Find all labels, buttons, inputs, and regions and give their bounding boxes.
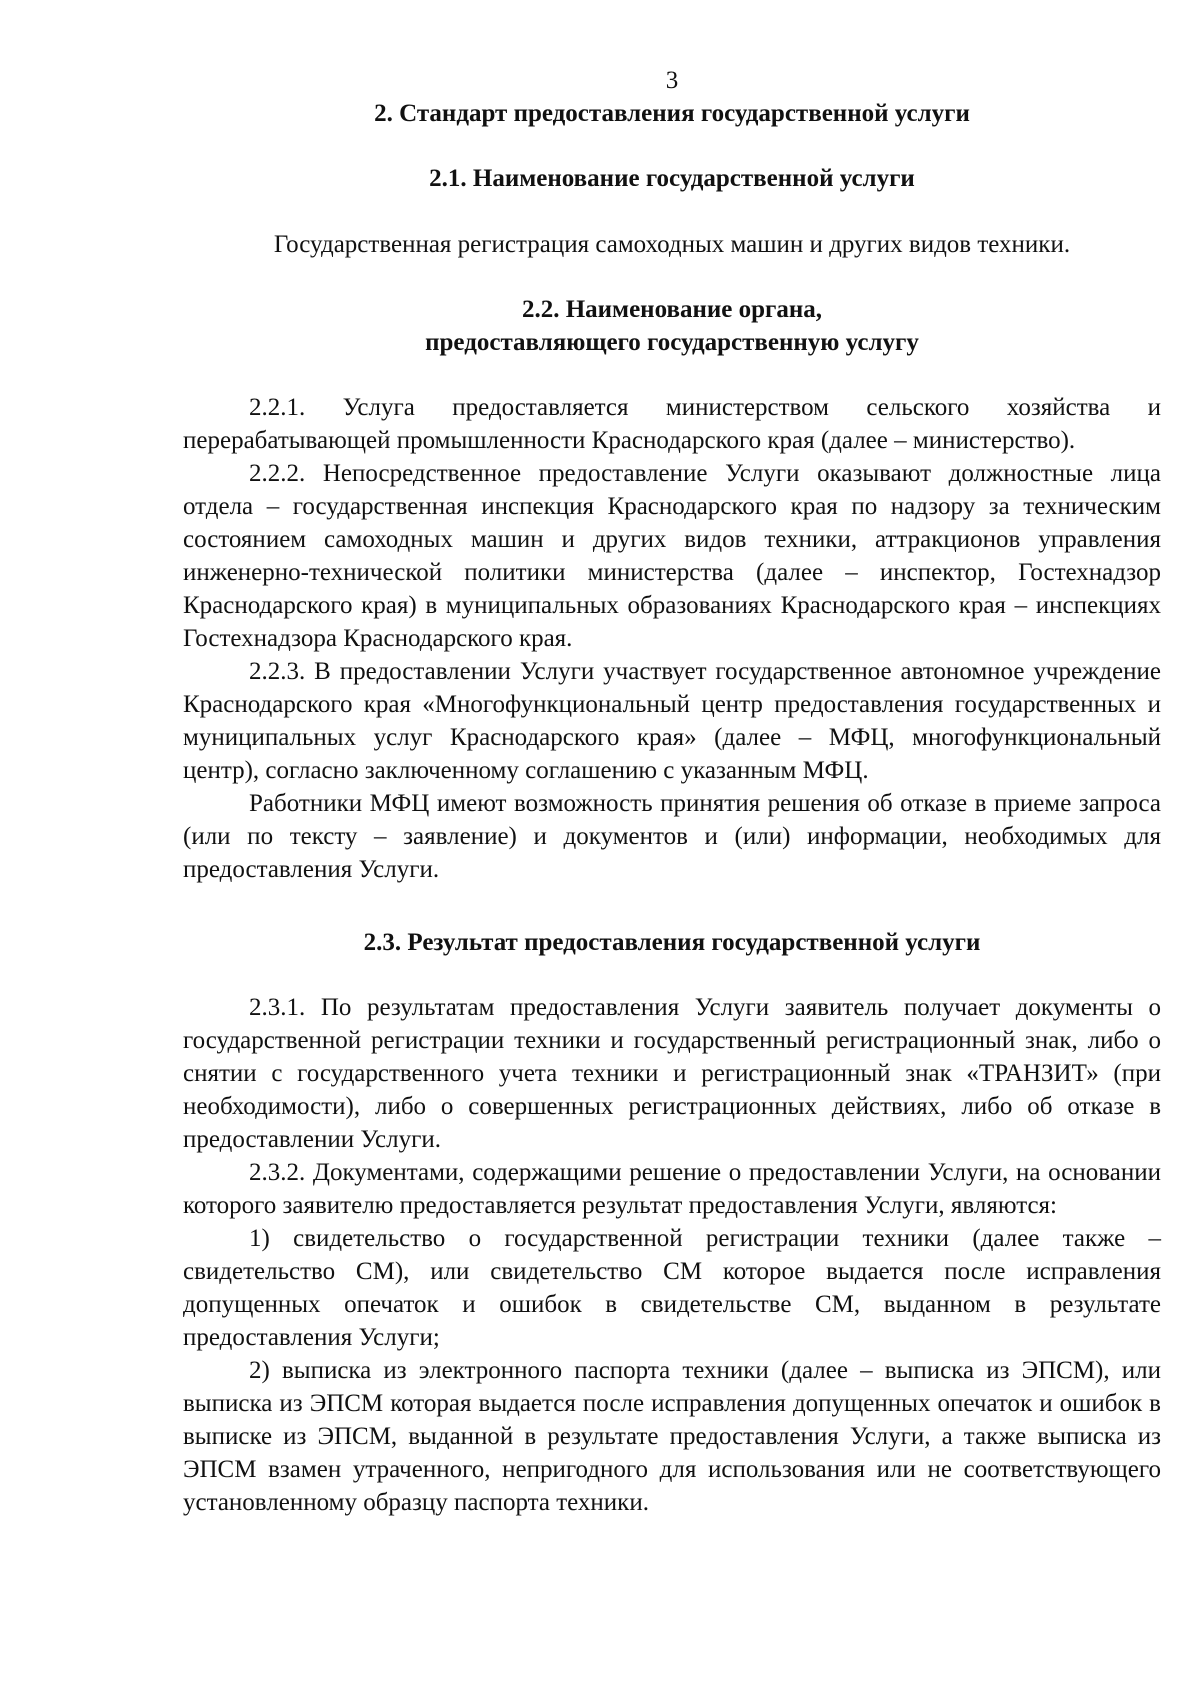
list-item-2: 2) выписка из электронного паспорта техники (далее – выписка из ЭПСМ), или выписка из ЭПСМ которая выдается после исправления допущенных опечаток и ошибок в выписке из ЭПСМ, выданной в результате предоставления Услуги, а также выписка из ЭПСМ взамен утраченного, непригодного для использования или не соответствующего установленному образцу паспорта техники. — [183, 1357, 1161, 1516]
subsection-2-2-title-line2: предоставляющего государственную услугу — [425, 329, 919, 356]
list-item-1: 1) свидетельство о государственной регистрации техники (далее также – свидетельство СМ), или свидетельство СМ которое выдается после исправления допущенных опечаток и ошибок в свидетельстве СМ, выданном в результате предоставления Услуги; — [183, 1225, 1161, 1351]
paragraph-2-2-1: 2.2.1. Услуга предоставляется министерством сельского хозяйства и перерабатывающей промышленности Краснодарского края (далее – министерство). — [183, 394, 1161, 454]
service-name-text: Государственная регистрация самоходных машин и других видов техники. — [273, 231, 1071, 258]
subsection-2-2-title-line1: 2.2. Наименование органа, — [521, 296, 823, 323]
subsection-2-3-title: 2.3. Результат предоставления государственной услуги — [363, 929, 981, 956]
paragraph-2-2-3: 2.2.3. В предоставлении Услуги участвует государственное автономное учреждение Краснодарского края «Многофункциональный центр предоставления государственных и муниципальных услуг Краснодарского края» (далее – МФЦ, многофункциональный центр), согласно заключенному соглашению с указанным МФЦ. — [183, 658, 1161, 784]
paragraph-2-2-2: 2.2.2. Непосредственное предоставление Услуги оказывают должностные лица отдела – государственная инспекция Краснодарского края по надзору за техническим состоянием самоходных машин и других видов техники, аттракционов управления инженерно-технической политики министерства (далее – инспектор, Гостехнадзор Краснодарского края) в муниципальных образованиях Краснодарского края – инспекциях Гостехнадзора Краснодарского края. — [183, 460, 1161, 652]
paragraph-2-3-1: 2.3.1. По результатам предоставления Услуги заявитель получает документы о государственной регистрации техники и государственный регистрационный знак, либо о снятии с государственного учета техники и регистрационный знак «ТРАНЗИТ» (при необходимости), либо о совершенных регистрационных действиях, либо об отказе в предоставлении Услуги. — [183, 994, 1161, 1153]
page-number: 3 — [665, 67, 679, 94]
page-content — [183, 64, 1161, 1519]
paragraph-mfc-workers: Работники МФЦ имеют возможность принятия решения об отказе в приеме запроса (или по тексту – заявление) и документов и (или) информации, необходимых для предоставления Услуги. — [183, 790, 1161, 883]
paragraph-2-3-2: 2.3.2. Документами, содержащими решение о предоставлении Услуги, на основании которого заявителю предоставляется результат предоставления Услуги, являются: — [183, 1159, 1161, 1219]
subsection-2-2-title — [183, 293, 1161, 359]
subsection-2-1-title: 2.1. Наименование государственной услуги — [429, 165, 915, 192]
section-title: 2. Стандарт предоставления государственной услуги — [374, 100, 970, 127]
